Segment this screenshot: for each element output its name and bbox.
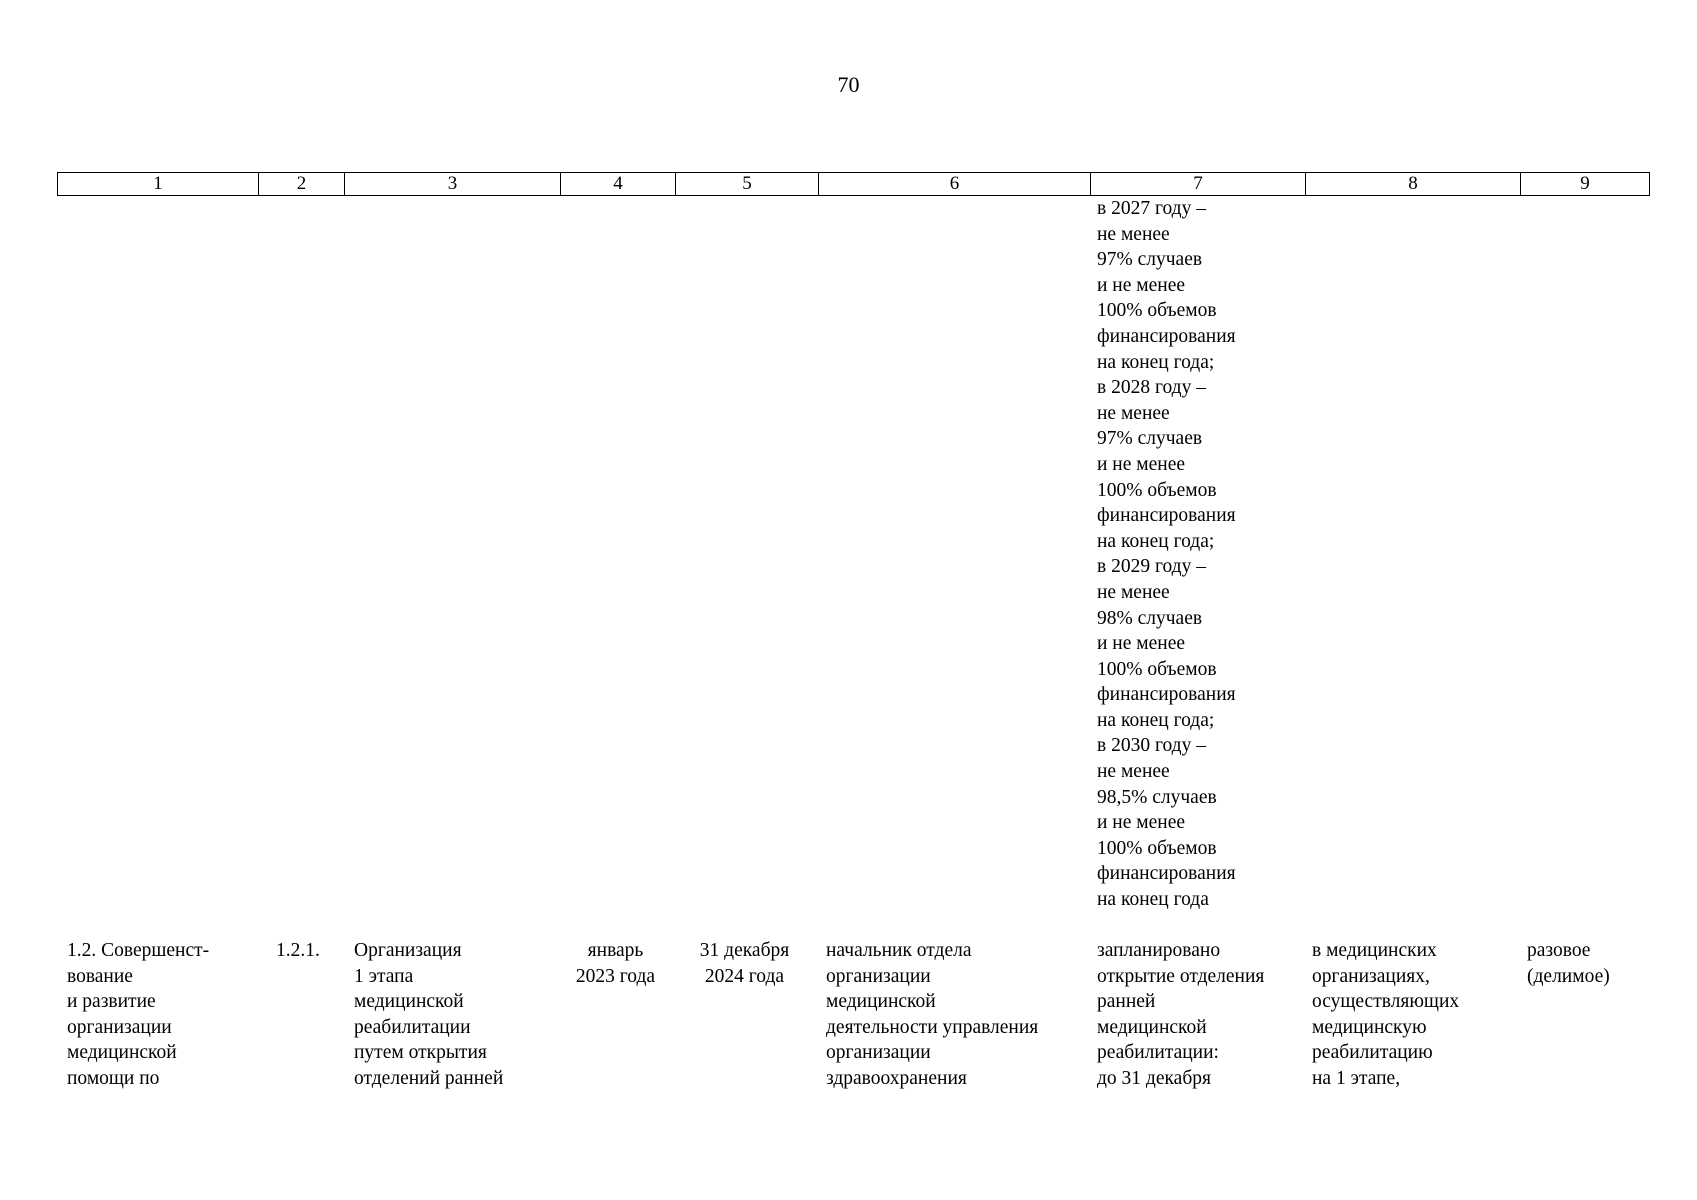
row-location-note: в медицинских организациях, осуществляющих медицинскую реабилитацию на 1 этапе,: [1312, 940, 1460, 1089]
row-start-date: январь 2023 года: [575, 940, 656, 987]
column-7-continuation-line: на конец года;: [1097, 351, 1215, 373]
column-number-3: 3: [345, 173, 561, 196]
column-7-continuation-line: 100% объемов: [1097, 479, 1217, 501]
column-number-7: 7: [1091, 173, 1306, 196]
column-number-5: 5: [676, 173, 819, 196]
column-7-continuation-line: 98,5% случаев: [1097, 786, 1217, 808]
column-7-continuation-line: 100% объемов: [1097, 658, 1217, 680]
column-7-continuation-line: на конец года;: [1097, 709, 1215, 731]
column-7-continuation-line: не менее: [1097, 402, 1170, 424]
row-end-date: 31 декабря 2024 года: [699, 940, 790, 987]
column-7-continuation-line: в 2027 году –: [1097, 198, 1206, 219]
row-event-type: разовое (делимое): [1527, 940, 1610, 987]
column-7-continuation-line: не менее: [1097, 581, 1170, 603]
column-7-continuation-line: 97% случаев: [1097, 428, 1203, 450]
column-7-continuation-line: 98% случаев: [1097, 607, 1203, 629]
column-number-6: 6: [819, 173, 1091, 196]
column-7-continuation-line: и не менее: [1097, 453, 1186, 475]
column-7-continuation-line: и не менее: [1097, 812, 1186, 834]
column-7-continuation-line: не менее: [1097, 223, 1170, 245]
column-number-9: 9: [1521, 173, 1650, 196]
column-7-continuation-line: и не менее: [1097, 274, 1186, 296]
column-7-continuation-line: на конец года;: [1097, 530, 1215, 552]
column-number-4: 4: [561, 173, 676, 196]
column-7-continuation-line: финансирования: [1097, 505, 1236, 527]
column-7-continuation-text: [1097, 196, 1236, 913]
column-7-continuation-line: в 2030 году –: [1097, 735, 1206, 757]
column-7-continuation-line: в 2029 году –: [1097, 556, 1206, 578]
column-7-continuation-line: 100% объемов: [1097, 837, 1217, 859]
column-number-2: 2: [259, 173, 345, 196]
row-section-title: 1.2. Совершенст- вование и развитие организации медицинской помощи по: [67, 940, 210, 1089]
row-activity-description: Организация 1 этапа медицинской реабилитации путем открытия отделений ранней: [354, 940, 504, 1089]
column-7-continuation-line: финансирования: [1097, 684, 1236, 706]
column-7-continuation-line: в 2028 году –: [1097, 377, 1206, 399]
column-7-continuation-line: не менее: [1097, 761, 1170, 783]
column-7-continuation-line: и не менее: [1097, 633, 1186, 655]
row-expected-result: запланировано открытие отделения ранней медицинской реабилитации: до 31 декабря: [1097, 940, 1265, 1089]
column-number-row: [58, 173, 1650, 196]
column-number-8: 8: [1306, 173, 1521, 196]
row-responsible-person: начальник отдела организации медицинской деятельности управления организации здравоохранения: [826, 940, 1039, 1089]
column-7-continuation-line: финансирования: [1097, 325, 1236, 347]
row-item-number: 1.2.1.: [276, 940, 320, 961]
column-number-header: [57, 172, 1650, 196]
column-7-continuation-line: на конец года: [1097, 889, 1209, 911]
column-7-continuation-line: 97% случаев: [1097, 249, 1203, 271]
column-7-continuation-line: финансирования: [1097, 863, 1236, 885]
column-7-continuation-line: 100% объемов: [1097, 300, 1217, 322]
column-number-1: 1: [58, 173, 259, 196]
page-number: 70: [837, 72, 860, 97]
